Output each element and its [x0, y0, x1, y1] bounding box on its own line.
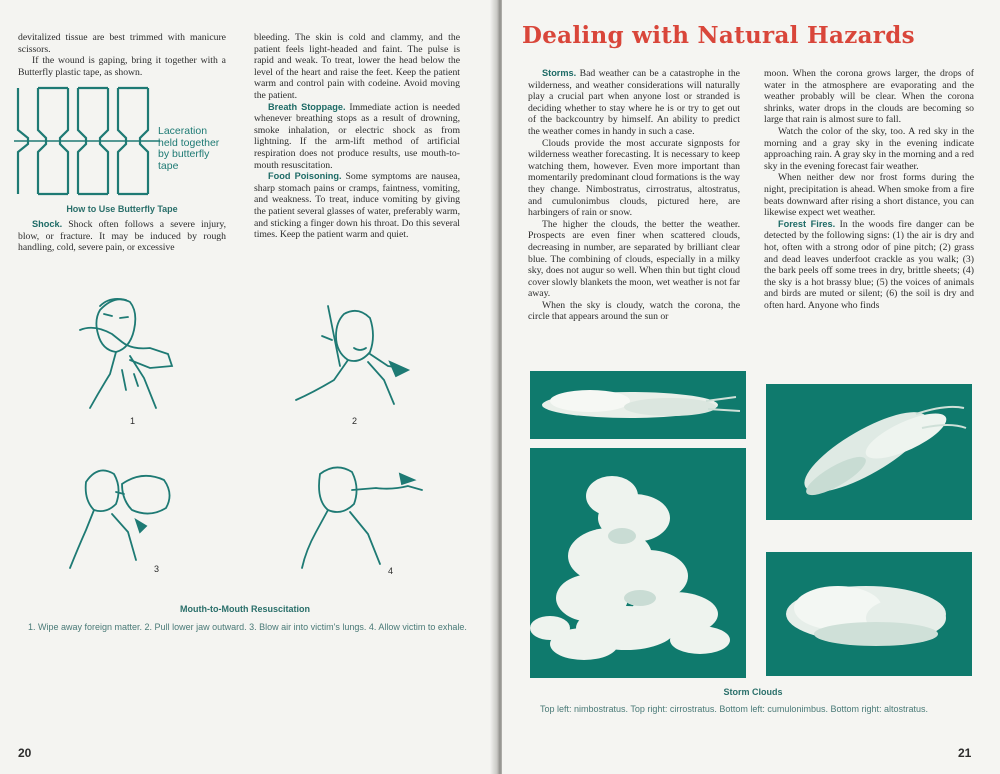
storms-heading: Storms.: [542, 68, 577, 78]
resuscitation-figure-3: [66, 460, 196, 572]
paragraph: When neither dew nor frost forms during the night, precipitation is ahead. When smoke from a fire beats downward after rising a short distance, you can likewise expect wet weather.: [764, 172, 974, 219]
resuscitation-figure-1: [60, 290, 190, 410]
shock-text: Shock often follows a severe injury, blow, or fracture. It may be induced by rough handling, cold, severe pain, or excessive: [18, 219, 226, 254]
paragraph: Clouds provide the most accurate signposts for wilderness weather forecasting. It is necessary to keep watching them, however. Even more important than momentarily predominant cloud formations is the way they change. Nimbostratus, cirrostratus, altostratus, and cumulonimbus clouds, pictured here, are harbingers of rain or snow.: [528, 137, 740, 219]
food-heading: Food Poisoning.: [268, 171, 342, 182]
fires-text: In the woods fire danger can be detected by the following signs: (1) the air is dry and hot, often with a strong odor of pine pitch; (2) grass and dead leaves underfoot crackle as you walk; (3) the bark peels off some trees in dry, brittle sheets; (4) the sky is a hot brassy blue; (5) the voices of animals and birds are muted or silent; (6) the soil is dry and often hard. Anyone who finds: [764, 218, 974, 311]
paragraph: devitalized tissue are best trimmed with manicure scissors.: [18, 32, 226, 55]
left-page: [0, 0, 496, 774]
breath-paragraph: [254, 102, 460, 172]
page-number-left: 20: [18, 746, 32, 760]
figure-number: 1: [130, 416, 136, 426]
altostratus-photo: [766, 552, 972, 676]
tape-label-line: by butterfly: [158, 148, 210, 160]
storm-clouds-description: Top left: nimbostratus. Top right: cirrostratus. Bottom left: cumulonimbus. Bottom right: altostratus.: [540, 704, 928, 714]
paragraph: The higher the clouds, the better the weather. Prospects are even finer when scattered clouds, decreasing in number, are separated by brilliant clear blue. The combining of clouds, especially in a milky sky, does not augur so well. When thin but tight cloud cover slowly blankets the moon, wet weather is not far away.: [528, 218, 740, 300]
tape-label: [158, 126, 219, 172]
fires-heading: Forest Fires.: [778, 218, 836, 229]
paragraph: moon. When the corona grows larger, the drops of water in the atmosphere are evaporating and the weather probably will be clear. When the corona shrinks, water drops in the clouds are becoming so large that rain is almost sure to fall.: [764, 68, 974, 126]
breath-heading: Breath Stoppage.: [268, 101, 346, 112]
storm-clouds-caption: Storm Clouds: [723, 687, 783, 697]
resuscitation-steps: 1. Wipe away foreign matter. 2. Pull lower jaw outward. 3. Blow air into victim's lungs. 4. Allow victim to exhale.: [28, 622, 467, 632]
right-col1: [528, 68, 740, 323]
nimbostratus-photo: [530, 371, 746, 439]
storms-paragraph: [528, 68, 740, 138]
tape-label-line: tape: [158, 159, 179, 172]
storms-text: Bad weather can be a catastrophe in the wilderness, and weather considerations will naturally play a crucial part when anyone lost or stranded is deciding whether to stay where he is or try to get out of the backcountry by himself. An ability to predict the weather comes in handy in such a case.: [528, 68, 740, 137]
cirrostratus-photo: [766, 384, 972, 520]
paragraph: bleeding. The skin is cold and clammy, and the patient feels light-headed and faint. The pulse is rapid and weak. To treat, lower the head below the level of the heart and raise the feet. Keep the patient warm and control pain with codeine. Avoid moving the patient.: [254, 32, 460, 101]
food-paragraph: [254, 171, 460, 241]
figure-number: 3: [154, 564, 160, 574]
tape-label-line: Laceration: [158, 125, 208, 137]
breath-text: Immediate action is needed whenever breathing stops as a result of drowning, smoke inhalation, or electric shock as from lightning. If the arm-lift method of artificial respiration does not produce results, use mouth-to-mouth resuscitation.: [254, 101, 460, 171]
figure-number: 4: [388, 566, 394, 576]
paragraph: If the wound is gaping, bring it together with a Butterfly plastic tape, as shown.: [18, 55, 226, 78]
shock-heading: Shock.: [32, 219, 63, 229]
food-text: Some symptoms are nausea, sharp stomach pains or cramps, faintness, vomiting, and weakness. To treat, induce vomiting by giving the patient several glasses of water, preferably warm, and sticking a finger down his throat. Do this several times. Keep the patient warm and quiet.: [254, 171, 460, 241]
butterfly-tape-illustration: [14, 84, 160, 196]
fires-paragraph: [764, 219, 974, 312]
tape-label-line: held together: [158, 136, 220, 149]
page-number-right: 21: [958, 746, 972, 760]
figure-number: 2: [352, 416, 358, 426]
resuscitation-caption: Mouth-to-Mouth Resuscitation: [180, 604, 310, 614]
left-col1-top: [18, 32, 226, 78]
resuscitation-figure-4: [296, 460, 436, 572]
resuscitation-figure-2: [284, 296, 414, 416]
paragraph: Watch the color of the sky, too. A red sky in the morning and a gray sky in the evening indicate approaching rain. A gray sky in the morning and a red sky in the evening forecast fair weather.: [764, 125, 974, 172]
shock-paragraph: [18, 219, 226, 254]
right-col2: [764, 68, 974, 311]
page-heading: Dealing with Natural Hazards: [522, 22, 915, 49]
paragraph: When the sky is cloudy, watch the corona, the circle that appears around the sun or: [528, 299, 740, 323]
tape-caption: How to Use Butterfly Tape: [66, 204, 178, 214]
left-col1-bottom: [18, 219, 226, 254]
left-col2: [254, 32, 460, 241]
cumulonimbus-photo: [530, 448, 746, 678]
